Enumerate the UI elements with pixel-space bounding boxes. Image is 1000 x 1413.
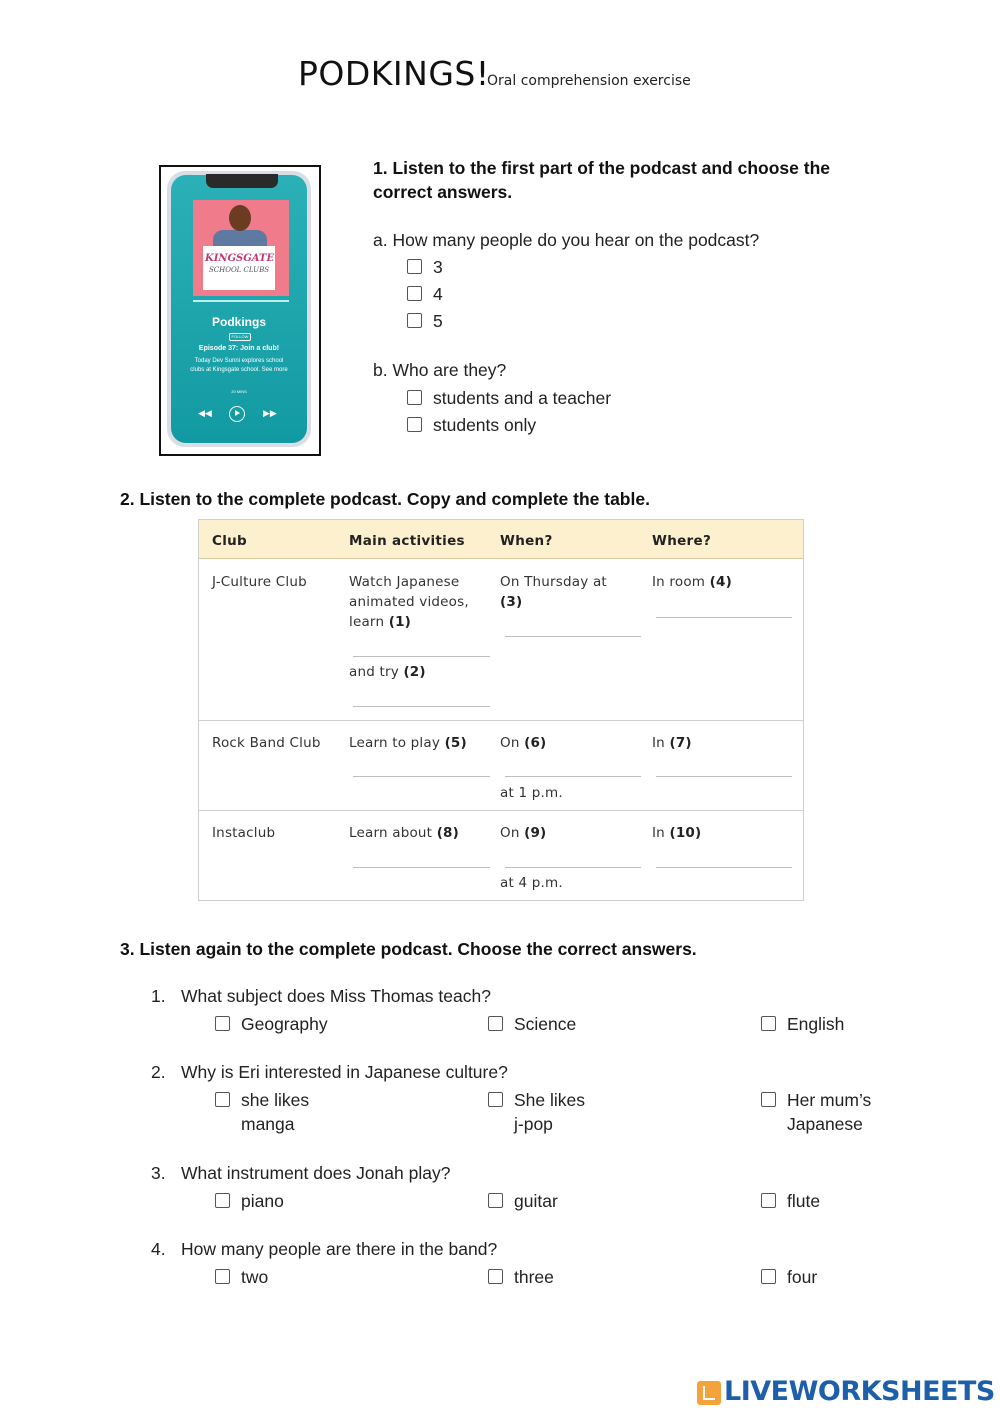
question-number: 2. [151, 1062, 166, 1082]
checkbox-b-option-1[interactable] [407, 390, 422, 405]
answer-blank-4[interactable] [656, 617, 792, 618]
row-divider [199, 720, 803, 721]
cell-where: In room (4) [652, 574, 732, 590]
answer-blank-1[interactable] [353, 656, 490, 657]
cell-when: On Thursday at (3) [500, 574, 607, 610]
checkbox-q1-option-2[interactable] [488, 1016, 503, 1031]
section1-heading: 1. Listen to the first part of the podcast and choose the correct answers. [373, 158, 830, 202]
episode-duration: 20 MINS [231, 389, 247, 394]
episode-description: Today Dev Sunni explores school clubs at Kingsgate school. See more [190, 358, 288, 373]
answer-blank-5[interactable] [353, 776, 490, 777]
checkbox-a-option-1[interactable] [407, 259, 422, 274]
follow-tag: FOLLOW [229, 333, 251, 341]
episode-title: Episode 37: Join a club! [198, 345, 280, 352]
section2-heading: 2. Listen to the complete podcast. Copy and complete the table. [120, 489, 650, 509]
answer-blank-10[interactable] [656, 867, 792, 868]
question-b-text: b. Who are they? [373, 360, 507, 380]
option-label: students and a teacher [433, 388, 612, 408]
checkbox-a-option-3[interactable] [407, 313, 422, 328]
checkbox-q2-option-2[interactable] [488, 1092, 503, 1107]
column-header-club: Club [212, 533, 248, 549]
answer-blank-7[interactable] [656, 776, 792, 777]
option-label: 3 [433, 257, 443, 277]
rewind-icon: ◀◀ [198, 408, 212, 418]
fast-forward-icon: ▶▶ [263, 408, 277, 418]
cell-activities-2: and try (2) [349, 664, 426, 680]
cell-when: On (9) [500, 825, 547, 841]
option-label: flute [787, 1191, 821, 1211]
cell-club: J-Culture Club [212, 574, 307, 590]
cell-activities: Learn to play (5) [349, 735, 467, 751]
option-label: 5 [433, 311, 443, 331]
phone-notch [206, 174, 278, 188]
cell-activities: Watch Japanese animated videos, learn (1) [349, 574, 469, 630]
club-sign-line1: KINGSGATE [205, 253, 275, 264]
checkbox-q2-option-3[interactable] [761, 1092, 776, 1107]
option-label: students only [433, 415, 537, 435]
checkbox-q3-option-1[interactable] [215, 1193, 230, 1208]
cell-where: In (10) [652, 825, 702, 841]
checkbox-q1-option-1[interactable] [215, 1016, 230, 1031]
checkbox-q1-option-3[interactable] [761, 1016, 776, 1031]
checkbox-q2-option-1[interactable] [215, 1092, 230, 1107]
cell-club: Rock Band Club [212, 735, 321, 751]
podcast-title: Podkings [211, 315, 266, 329]
option-label: She likes j-pop [514, 1090, 586, 1134]
brand-name: LIVEWORKSHEETS [724, 1376, 995, 1407]
cell-when-time: at 1 p.m. [500, 785, 563, 801]
person-head [229, 205, 251, 231]
question-number: 3. [151, 1163, 166, 1183]
cell-where: In (7) [652, 735, 692, 751]
question-number: 4. [151, 1239, 166, 1259]
answer-blank-2[interactable] [353, 706, 490, 707]
question-text: What subject does Miss Thomas teach? [181, 986, 491, 1006]
option-label: piano [241, 1191, 284, 1211]
play-triangle-icon [235, 410, 240, 416]
question-text: How many people are there in the band? [181, 1239, 498, 1259]
column-header-where: Where? [652, 533, 712, 549]
logo-mark [703, 1386, 715, 1400]
question-text: Why is Eri interested in Japanese culture? [181, 1062, 508, 1082]
playback-progress-bar [193, 300, 289, 302]
option-label: guitar [514, 1191, 558, 1211]
checkbox-q4-option-3[interactable] [761, 1269, 776, 1284]
question-a-text: a. How many people do you hear on the podcast? [373, 230, 760, 250]
option-label: four [787, 1267, 818, 1287]
option-label: three [514, 1267, 554, 1287]
option-label: Her mum’s Japanese [787, 1090, 872, 1134]
answer-blank-3[interactable] [505, 636, 641, 637]
section3-heading: 3. Listen again to the complete podcast. Choose the correct answers. [120, 939, 697, 959]
checkbox-b-option-2[interactable] [407, 417, 422, 432]
worksheet-title: PODKINGS! [298, 54, 490, 93]
option-label: 4 [433, 284, 443, 304]
column-header-activities: Main activities [349, 533, 465, 549]
answer-blank-9[interactable] [505, 867, 641, 868]
option-label: Geography [241, 1014, 328, 1034]
checkbox-q4-option-1[interactable] [215, 1269, 230, 1284]
checkbox-a-option-2[interactable] [407, 286, 422, 301]
cell-activities: Learn about (8) [349, 825, 460, 841]
answer-blank-6[interactable] [505, 776, 641, 777]
worksheet-subtitle: Oral comprehension exercise [487, 73, 691, 89]
cell-when: On (6) [500, 735, 547, 751]
question-text: What instrument does Jonah play? [181, 1163, 451, 1183]
option-label: English [787, 1014, 845, 1034]
checkbox-q3-option-3[interactable] [761, 1193, 776, 1208]
club-sign-line2: SCHOOL CLUBS [208, 266, 270, 274]
checkbox-q3-option-2[interactable] [488, 1193, 503, 1208]
option-label: she likes manga [241, 1090, 310, 1134]
option-label: Science [514, 1014, 577, 1034]
option-label: two [241, 1267, 269, 1287]
answer-blank-8[interactable] [353, 867, 490, 868]
checkbox-q4-option-2[interactable] [488, 1269, 503, 1284]
column-header-when: When? [500, 533, 553, 549]
question-number: 1. [151, 986, 166, 1006]
row-divider [199, 810, 803, 811]
cell-when-time: at 4 p.m. [500, 875, 563, 891]
cell-club: Instaclub [212, 825, 276, 841]
